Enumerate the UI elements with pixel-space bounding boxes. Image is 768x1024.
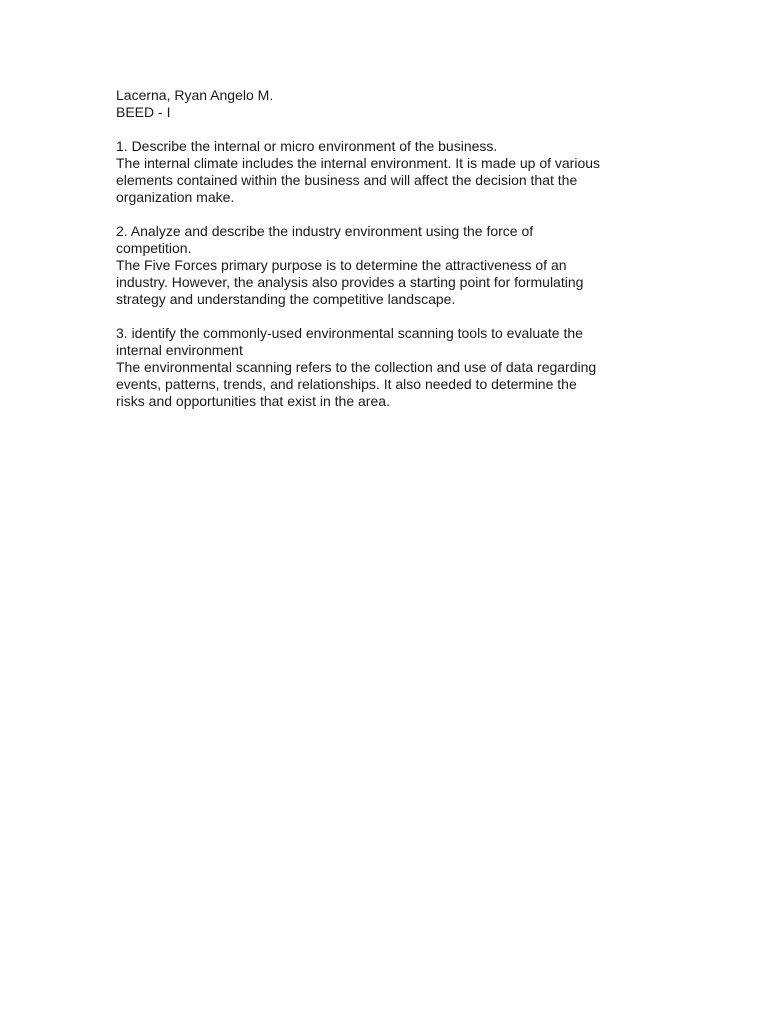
course-label: BEED - I — [116, 104, 171, 120]
answer-1-line-1: The internal climate includes the internal environment. It is made up of various — [116, 155, 601, 171]
question-1-line-1: 1. Describe the internal or micro environment of the business. — [116, 138, 498, 154]
answer-3-line-2: events, patterns, trends, and relationships. It also needed to determine the — [116, 376, 577, 392]
answer-2-line-1: The Five Forces primary purpose is to determine the attractiveness of an — [116, 257, 567, 273]
answer-3-line-1: The environmental scanning refers to the collection and use of data regarding — [116, 359, 597, 375]
question-2-line-1: 2. Analyze and describe the industry environment using the force of — [116, 223, 534, 239]
paragraph-gap — [116, 206, 676, 223]
question-3-line-1: 3. identify the commonly-used environmental scanning tools to evaluate the — [116, 325, 583, 341]
question-block-2 — [116, 223, 676, 308]
student-name: Lacerna, Ryan Angelo M. — [116, 87, 274, 103]
answer-3-line-3: risks and opportunities that exist in the area. — [116, 393, 390, 409]
paragraph-gap — [116, 121, 676, 138]
question-3-line-2: internal environment — [116, 342, 243, 358]
document-header — [116, 87, 676, 121]
answer-1-line-2: elements contained within the business and will affect the decision that the — [116, 172, 578, 188]
paragraph-gap — [116, 308, 676, 325]
question-2-line-2: competition. — [116, 240, 192, 256]
answer-1-line-3: organization make. — [116, 189, 235, 205]
answer-2-line-2: industry. However, the analysis also provides a starting point for formulating — [116, 274, 584, 290]
document-body — [116, 87, 676, 410]
answer-2-line-3: strategy and understanding the competitive landscape. — [116, 291, 456, 307]
question-block-3 — [116, 325, 676, 410]
question-block-1 — [116, 138, 676, 206]
